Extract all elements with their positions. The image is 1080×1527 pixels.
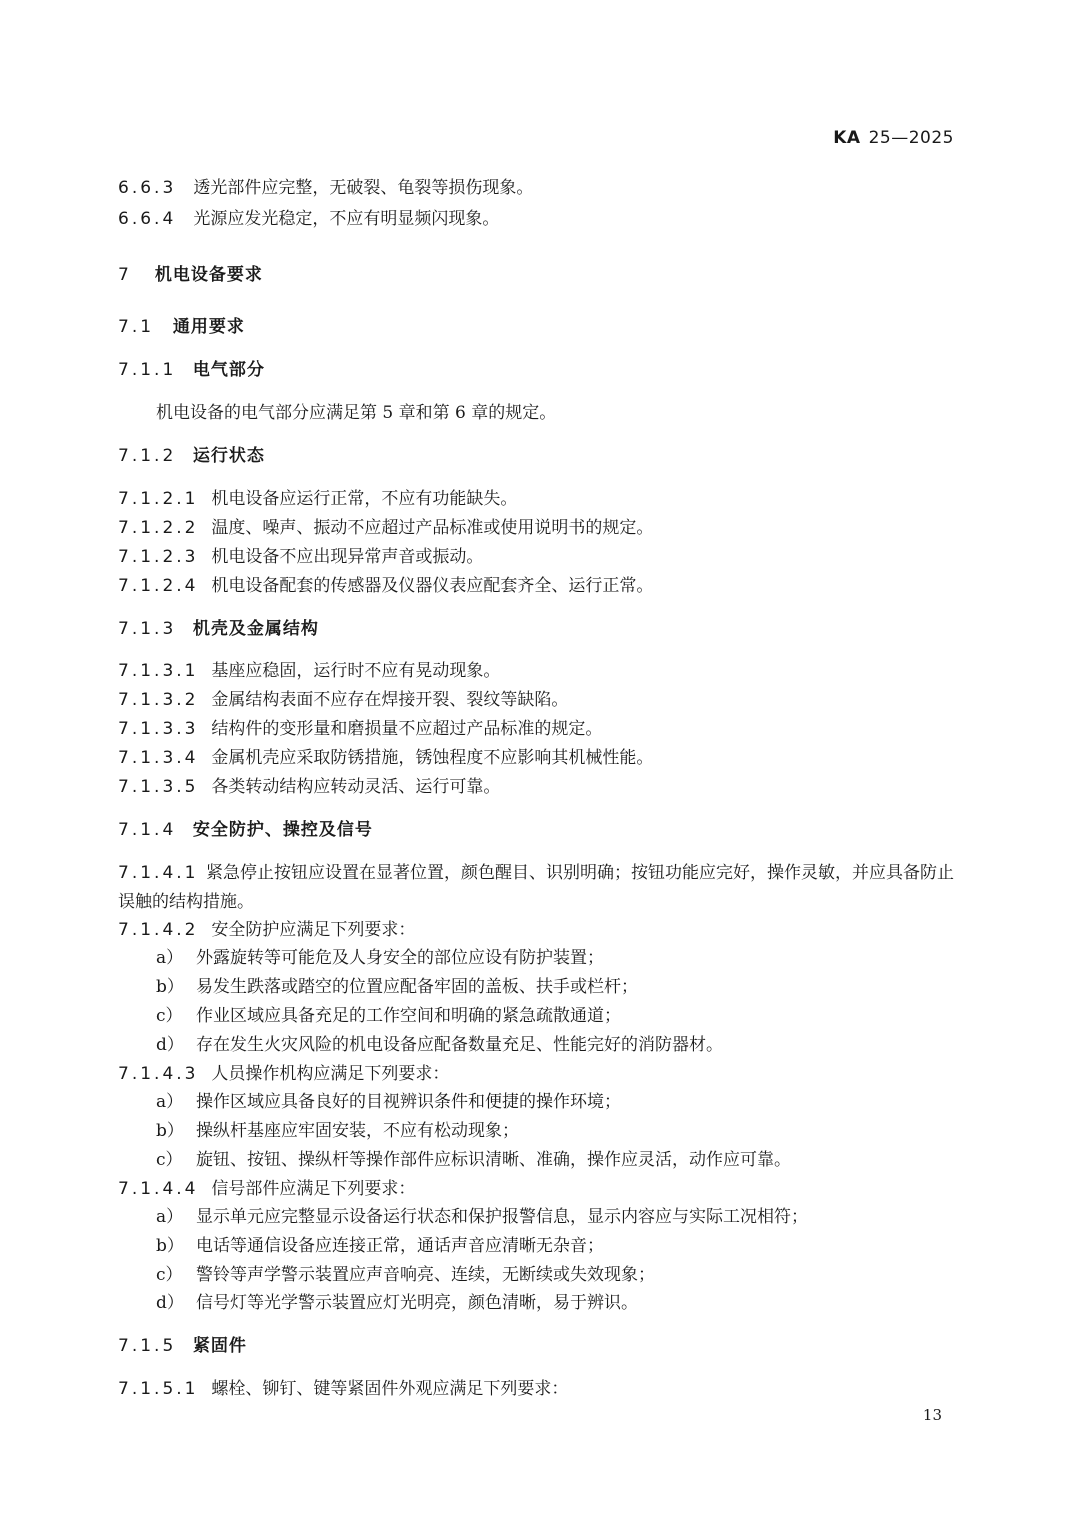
clause-text: 结构件的变形量和磨损量不应超过产品标准的规定。 bbox=[211, 719, 603, 739]
clause-number: 7.1.2.1 bbox=[118, 489, 199, 509]
clause-7-1-2-3 bbox=[118, 545, 483, 569]
item-marker: a） bbox=[156, 1092, 184, 1112]
subsection-title: 安全防护、操控及信号 bbox=[192, 820, 373, 840]
document-code bbox=[833, 128, 954, 148]
subsection-heading-7-1-5 bbox=[118, 1334, 247, 1358]
item-text: 操作区域应具备良好的目视辨识条件和便捷的操作环境； bbox=[196, 1092, 621, 1112]
list-item-c bbox=[156, 1148, 791, 1172]
item-marker: a） bbox=[156, 1207, 184, 1227]
clause-text: 机电设备应运行正常，不应有功能缺失。 bbox=[211, 489, 518, 509]
clause-text: 安全防护应满足下列要求： bbox=[211, 920, 416, 940]
section-heading-7-1 bbox=[118, 315, 245, 339]
clause-text: 各类转动结构应转动灵活、运行可靠。 bbox=[211, 777, 501, 797]
paragraph-text: 机电设备的电气部分应满足第 5 章和第 6 章的规定。 bbox=[156, 403, 557, 423]
item-marker: a） bbox=[156, 948, 184, 968]
subsection-heading-7-1-1 bbox=[118, 358, 265, 382]
clause-text: 光源应发光稳定，不应有明显频闪现象。 bbox=[193, 209, 500, 229]
item-text: 电话等通信设备应连接正常，通话声音应清晰无杂音； bbox=[196, 1236, 604, 1256]
subsection-title: 电气部分 bbox=[192, 360, 265, 380]
clause-number: 7.1.3.1 bbox=[118, 661, 199, 681]
clause-text: 金属结构表面不应存在焊接开裂、裂纹等缺陷。 bbox=[211, 690, 569, 710]
subsection-title: 运行状态 bbox=[192, 446, 265, 466]
standard-number: 25—2025 bbox=[868, 128, 954, 148]
item-text: 操纵杆基座应牢固安装，不应有松动现象； bbox=[196, 1121, 519, 1141]
clause-7-1-4-3 bbox=[118, 1062, 449, 1086]
item-marker: c） bbox=[156, 1150, 183, 1170]
section-number: 7.1 bbox=[118, 317, 155, 337]
subsection-number: 7.1.5 bbox=[118, 1336, 177, 1356]
list-item-c bbox=[156, 1263, 655, 1287]
clause-7-1-3-4 bbox=[118, 746, 653, 770]
item-marker: d） bbox=[156, 1293, 184, 1313]
clause-text: 基座应稳固，运行时不应有晃动现象。 bbox=[211, 661, 501, 681]
clause-7-1-4-1 bbox=[118, 859, 960, 917]
item-text: 信号灯等光学警示装置应灯光明亮，颜色清晰，易于辨识。 bbox=[196, 1293, 638, 1313]
standard-prefix: KA bbox=[833, 128, 861, 148]
list-item-d bbox=[156, 1033, 723, 1057]
subsection-heading-7-1-2 bbox=[118, 444, 265, 468]
clause-number: 7.1.3.2 bbox=[118, 690, 199, 710]
clause-number: 7.1.3.3 bbox=[118, 719, 199, 739]
clause-number: 7.1.4.2 bbox=[118, 920, 199, 940]
item-text: 外露旋转等可能危及人身安全的部位应设有防护装置； bbox=[196, 948, 604, 968]
list-item-b bbox=[156, 975, 638, 999]
paragraph bbox=[156, 401, 556, 425]
clause-number: 7.1.3.5 bbox=[118, 777, 199, 797]
clause-7-1-3-5 bbox=[118, 775, 500, 799]
clause-7-1-4-2 bbox=[118, 918, 415, 942]
clause-7-1-2-2 bbox=[118, 516, 653, 540]
page-number: 13 bbox=[922, 1406, 942, 1424]
list-item-b bbox=[156, 1119, 519, 1143]
clause-number: 7.1.3.4 bbox=[118, 748, 199, 768]
clause-text: 螺栓、铆钉、键等紧固件外观应满足下列要求： bbox=[211, 1379, 569, 1399]
clause-number: 7.1.2.4 bbox=[118, 576, 199, 596]
chapter-number: 7 bbox=[118, 265, 132, 285]
subsection-title: 机壳及金属结构 bbox=[192, 619, 319, 639]
clause-text: 温度、噪声、振动不应超过产品标准或使用说明书的规定。 bbox=[211, 518, 654, 538]
item-text: 作业区域应具备充足的工作空间和明确的紧急疏散通道； bbox=[196, 1006, 621, 1026]
clause-7-1-3-1 bbox=[118, 659, 500, 683]
clause-text: 机电设备不应出现异常声音或振动。 bbox=[211, 547, 484, 567]
clause-number: 6.6.3 bbox=[118, 178, 177, 198]
subsection-number: 7.1.3 bbox=[118, 619, 177, 639]
chapter-title: 机电设备要求 bbox=[154, 265, 263, 285]
clause-number: 7.1.5.1 bbox=[118, 1379, 199, 1399]
subsection-number: 7.1.4 bbox=[118, 820, 177, 840]
clause-7-1-3-2 bbox=[118, 688, 568, 712]
item-marker: c） bbox=[156, 1006, 183, 1026]
subsection-heading-7-1-4 bbox=[118, 818, 373, 842]
clause-6-6-3 bbox=[118, 176, 533, 200]
list-item-a bbox=[156, 1090, 621, 1114]
list-item-c bbox=[156, 1004, 621, 1028]
clause-text: 紧急停止按钮应设置在显著位置，颜色醒目、识别明确；按钮功能应完好，操作灵敏，并应具备防止误触的结构措施。 bbox=[118, 863, 954, 912]
item-text: 旋钮、按钮、操纵杆等操作部件应标识清晰、准确，操作应灵活，动作应可靠。 bbox=[196, 1150, 791, 1170]
clause-7-1-2-1 bbox=[118, 487, 517, 511]
clause-number: 6.6.4 bbox=[118, 209, 177, 229]
item-text: 显示单元应完整显示设备运行状态和保护报警信息，显示内容应与实际工况相符； bbox=[196, 1207, 808, 1227]
clause-text: 人员操作机构应满足下列要求： bbox=[211, 1064, 450, 1084]
clause-text: 透光部件应完整，无破裂、龟裂等损伤现象。 bbox=[193, 178, 534, 198]
clause-number: 7.1.4.1 bbox=[118, 863, 199, 883]
clause-text: 机电设备配套的传感器及仪器仪表应配套齐全、运行正常。 bbox=[211, 576, 654, 596]
clause-number: 7.1.2.3 bbox=[118, 547, 199, 567]
item-text: 存在发生火灾风险的机电设备应配备数量充足、性能完好的消防器材。 bbox=[196, 1035, 723, 1055]
subsection-title: 紧固件 bbox=[192, 1336, 247, 1356]
item-marker: b） bbox=[156, 977, 184, 997]
clause-7-1-5-1 bbox=[118, 1377, 568, 1401]
clause-number: 7.1.4.3 bbox=[118, 1064, 199, 1084]
clause-text: 金属机壳应采取防锈措施，锈蚀程度不应影响其机械性能。 bbox=[211, 748, 654, 768]
subsection-number: 7.1.1 bbox=[118, 360, 177, 380]
clause-text: 信号部件应满足下列要求： bbox=[211, 1179, 416, 1199]
subsection-heading-7-1-3 bbox=[118, 617, 319, 641]
list-item-b bbox=[156, 1234, 604, 1258]
chapter-heading bbox=[118, 263, 263, 287]
clause-6-6-4 bbox=[118, 207, 499, 231]
clause-7-1-4-4 bbox=[118, 1177, 415, 1201]
subsection-number: 7.1.2 bbox=[118, 446, 177, 466]
item-marker: d） bbox=[156, 1035, 184, 1055]
item-marker: c） bbox=[156, 1265, 183, 1285]
item-text: 易发生跌落或踏空的位置应配备牢固的盖板、扶手或栏杆； bbox=[196, 977, 638, 997]
list-item-a bbox=[156, 946, 604, 970]
clause-number: 7.1.2.2 bbox=[118, 518, 199, 538]
clause-7-1-3-3 bbox=[118, 717, 602, 741]
list-item-d bbox=[156, 1291, 638, 1315]
clause-number: 7.1.4.4 bbox=[118, 1179, 199, 1199]
item-marker: b） bbox=[156, 1236, 184, 1256]
list-item-a bbox=[156, 1205, 808, 1229]
item-text: 警铃等声学警示装置应声音响亮、连续，无断续或失效现象； bbox=[196, 1265, 655, 1285]
section-title: 通用要求 bbox=[172, 317, 245, 337]
clause-7-1-2-4 bbox=[118, 574, 653, 598]
item-marker: b） bbox=[156, 1121, 184, 1141]
